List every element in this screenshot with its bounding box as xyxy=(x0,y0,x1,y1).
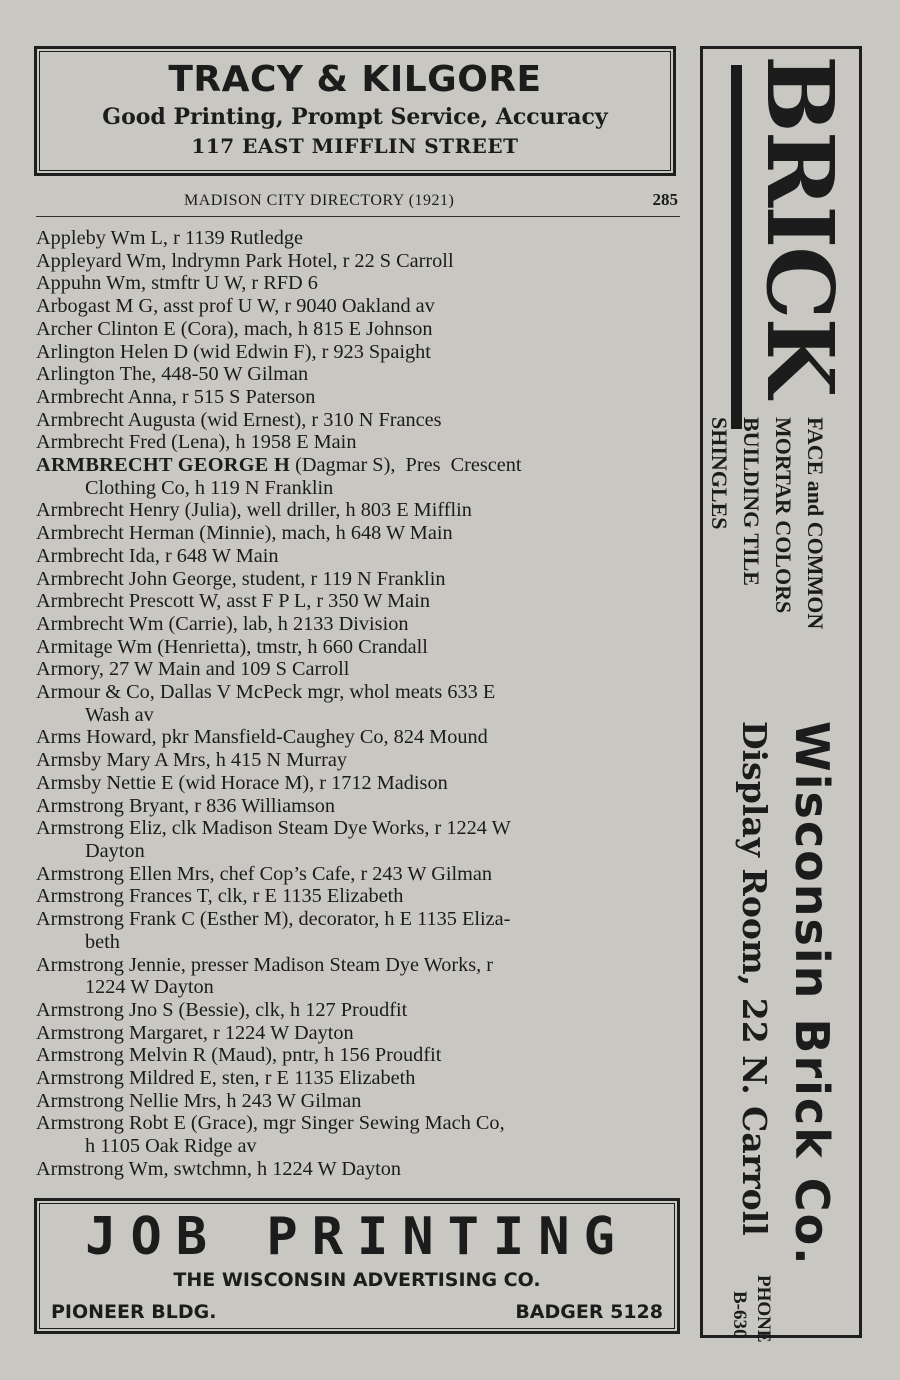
entry-line: Appleyard Wm, lndrymn Park Hotel, r 22 S Carroll xyxy=(36,249,454,272)
entry-line: Archer Clinton E (Cora), mach, h 815 E Johnson xyxy=(36,317,433,340)
entry-line: Arlington Helen D (wid Edwin F), r 923 Spaight xyxy=(36,340,431,363)
directory-entry xyxy=(36,795,684,818)
entry-line: Arbogast M G, asst prof U W, r 9040 Oakland av xyxy=(36,295,435,318)
ad-headline: JOB PRINTING xyxy=(85,1207,629,1267)
entry-line: Armstrong Bryant, r 836 Williamson xyxy=(36,794,336,817)
directory-entry xyxy=(36,726,684,749)
directory-entry xyxy=(36,772,684,795)
directory-entry xyxy=(36,272,684,295)
directory-entry xyxy=(36,454,684,499)
display-room-address: Display Room, 22 N. Carroll xyxy=(735,721,774,1236)
brick-headline: BRICK xyxy=(746,55,854,396)
entry-line: Armstrong Mildred E, sten, r E 1135 Elizabeth xyxy=(36,1067,416,1090)
entry-line: Armstrong Robt E (Grace), mgr Singer Sewing Mach Co, xyxy=(36,1112,505,1135)
entry-line: Armstrong Nellie Mrs, h 243 W Gilman xyxy=(36,1089,362,1112)
directory-entry xyxy=(36,1044,684,1067)
directory-entry xyxy=(36,954,684,999)
directory-entry xyxy=(36,363,684,386)
entry-bold-name: ARMBRECHT GEORGE H xyxy=(36,454,291,477)
ad-title: TRACY & KILGORE xyxy=(168,59,542,100)
entry-line: Armbrecht Henry (Julia), well driller, h 803 E Mifflin xyxy=(36,499,472,522)
entry-line: Armstrong Jennie, presser Madison Steam Dye Works, r xyxy=(36,953,494,976)
directory-entry xyxy=(36,409,684,432)
directory-entry xyxy=(36,1022,684,1045)
tracy-kilgore-advertisement xyxy=(34,46,676,176)
directory-entry xyxy=(36,658,684,681)
directory-entry xyxy=(36,522,684,545)
entry-line: Armstrong Margaret, r 1224 W Dayton xyxy=(36,1021,354,1044)
directory-entry xyxy=(36,817,684,862)
directory-entry xyxy=(36,681,684,726)
directory-entry xyxy=(36,431,684,454)
directory-entry xyxy=(36,499,684,522)
entry-line: Appuhn Wm, stmftr U W, r RFD 6 xyxy=(36,272,318,295)
entry-continuation-line: h 1105 Oak Ridge av xyxy=(85,1135,257,1158)
entry-continuation-line: beth xyxy=(85,930,120,953)
entry-line: Armitage Wm (Henrietta), tmstr, h 660 Crandall xyxy=(36,635,428,658)
directory-entry xyxy=(36,999,684,1022)
directory-listing xyxy=(36,227,684,1181)
phone-number: B-630 xyxy=(729,1291,750,1339)
directory-entry xyxy=(36,590,684,613)
entry-line: Armbrecht Wm (Carrie), lab, h 2133 Division xyxy=(36,612,409,635)
entry-line: Armsby Mary A Mrs, h 415 N Murray xyxy=(36,749,347,772)
product-item: BUILDING TILE xyxy=(739,417,764,586)
brick-advertisement xyxy=(700,46,862,1343)
entry-line: Armbrecht Herman (Minnie), mach, h 648 W Main xyxy=(36,522,453,545)
entry-line: Armbrecht Augusta (wid Ernest), r 310 N Frances xyxy=(36,408,442,431)
entry-line: Armbrecht Fred (Lena), h 1958 E Main xyxy=(36,431,357,454)
entry-line: Armbrecht Prescott W, asst F P L, r 350 W Main xyxy=(36,590,430,613)
entry-line: Armstrong Frank C (Esther M), decorator, h E 1135 Eliza- xyxy=(36,908,511,931)
phone-label: PHONE xyxy=(753,1275,774,1343)
directory-title: MADISON CITY DIRECTORY (1921) xyxy=(184,192,455,209)
product-item: MORTAR COLORS xyxy=(771,417,796,614)
entry-line: Appleby Wm L, r 1139 Rutledge xyxy=(36,227,303,249)
ad-building: PIONEER BLDG. xyxy=(51,1301,217,1323)
ad-tagline: Good Printing, Prompt Service, Accuracy xyxy=(102,104,608,130)
product-item: SHINGLES xyxy=(707,417,732,530)
directory-entry xyxy=(36,636,684,659)
ad-address: 117 EAST MIFFLIN STREET xyxy=(191,134,519,158)
entry-line: Armstrong Eliz, clk Madison Steam Dye Works, r 1224 W xyxy=(36,817,511,840)
running-header xyxy=(36,190,680,217)
entry-continuation-line: 1224 W Dayton xyxy=(85,976,214,999)
directory-entry xyxy=(36,1158,684,1181)
entry-line: Armbrecht Ida, r 648 W Main xyxy=(36,544,279,567)
directory-entry xyxy=(36,1067,684,1090)
directory-entry xyxy=(36,545,684,568)
directory-entry xyxy=(36,295,684,318)
entry-line: Armbrecht John George, student, r 119 N Franklin xyxy=(36,567,446,590)
company-name: Wisconsin Brick Co. xyxy=(785,721,839,1267)
entry-continuation-line: Clothing Co, h 119 N Franklin xyxy=(85,476,334,499)
directory-entry xyxy=(36,227,684,250)
entry-continuation-line: Wash av xyxy=(85,703,154,726)
directory-entry xyxy=(36,1112,684,1157)
entry-line: Armour & Co, Dallas V McPeck mgr, whol meats 633 E xyxy=(36,681,496,704)
directory-entry xyxy=(36,250,684,273)
directory-entry xyxy=(36,568,684,591)
product-item: FACE and COMMON xyxy=(803,417,828,630)
entry-line: Armstrong Ellen Mrs, chef Cop’s Cafe, r 243 W Gilman xyxy=(36,862,493,885)
entry-line: Armbrecht Anna, r 515 S Paterson xyxy=(36,385,316,408)
page-number: 285 xyxy=(652,190,678,209)
entry-line: Armstrong Wm, swtchmn, h 1224 W Dayton xyxy=(36,1157,402,1180)
directory-entry xyxy=(36,1090,684,1113)
entry-line: Armstrong Frances T, clk, r E 1135 Elizabeth xyxy=(36,885,404,908)
entry-line: Arlington The, 448-50 W Gilman xyxy=(36,363,309,386)
directory-entry xyxy=(36,341,684,364)
entry-line: Arms Howard, pkr Mansfield-Caughey Co, 824 Mound xyxy=(36,726,488,749)
directory-entry xyxy=(36,613,684,636)
directory-entry xyxy=(36,749,684,772)
ad-company: THE WISCONSIN ADVERTISING CO. xyxy=(173,1269,541,1291)
product-list xyxy=(703,417,831,629)
entry-text: (Dagmar S), Pres Crescent xyxy=(290,454,522,477)
vertical-rule xyxy=(731,65,742,429)
directory-entry xyxy=(36,908,684,953)
entry-line: Armsby Nettie E (wid Horace M), r 1712 Madison xyxy=(36,771,448,794)
entry-continuation-line: Dayton xyxy=(85,839,145,862)
entry-line xyxy=(36,454,684,477)
entry-line: Armory, 27 W Main and 109 S Carroll xyxy=(36,658,350,681)
job-printing-advertisement xyxy=(34,1198,680,1334)
entry-line: Armstrong Jno S (Bessie), clk, h 127 Proudfit xyxy=(36,998,408,1021)
directory-entry xyxy=(36,386,684,409)
ad-phone: BADGER 5128 xyxy=(515,1301,663,1323)
directory-entry xyxy=(36,318,684,341)
entry-line: Armstrong Melvin R (Maud), pntr, h 156 Proudfit xyxy=(36,1044,442,1067)
directory-entry xyxy=(36,863,684,886)
directory-entry xyxy=(36,885,684,908)
